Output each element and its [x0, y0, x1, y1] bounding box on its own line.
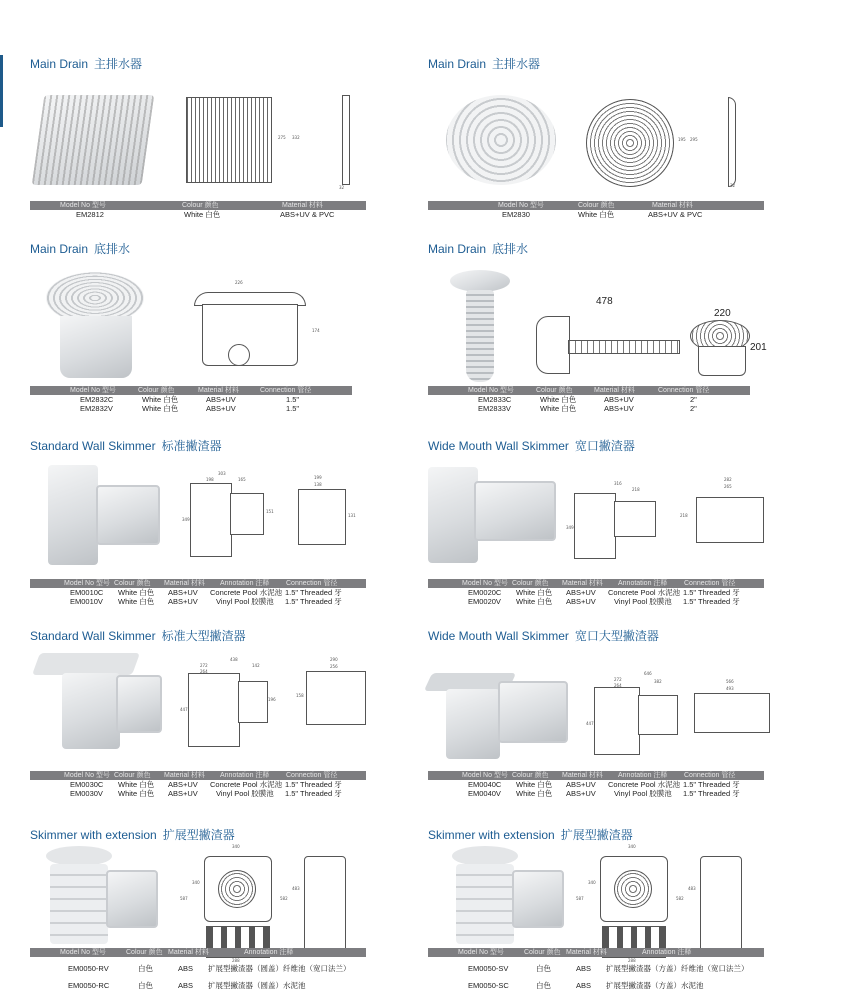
- header-cell: Model No 型号: [462, 580, 508, 587]
- section-wide-mouth-large-skimmer: [428, 627, 788, 807]
- cell-model: EM0020C: [468, 588, 502, 597]
- product-photo-body: [456, 864, 514, 944]
- dimension-label: 316: [614, 481, 622, 486]
- title-en: Standard Wall Skimmer: [30, 439, 156, 453]
- cell-colour: White 白色: [516, 789, 553, 798]
- header-cell: Annotation 注释: [642, 949, 692, 956]
- header-cell: Material 材料: [168, 949, 209, 956]
- header-cell: Colour 颜色: [138, 387, 175, 394]
- header-cell: Colour 颜色: [512, 772, 549, 779]
- cell-annotation: Vinyl Pool 胶膜池: [216, 597, 274, 606]
- title-cn: 标准撇渣器: [161, 439, 222, 453]
- cell-connection: 1.5": [286, 404, 300, 413]
- cell-material: ABS: [576, 964, 592, 973]
- cell-material: ABS+UV & PVC: [648, 210, 703, 219]
- dimension-label: 587: [576, 896, 584, 901]
- section-title: [428, 240, 528, 257]
- cell-model: EM2832V: [80, 404, 113, 413]
- dimension-label: 646: [644, 671, 652, 676]
- cell-material: ABS+UV: [566, 597, 596, 606]
- header-cell: Annotation 注释: [220, 580, 270, 587]
- cell-colour: White 白色: [142, 395, 179, 404]
- header-cell: Colour 颜色: [524, 949, 561, 956]
- cell-colour: White 白色: [118, 597, 155, 606]
- dimension-label: 295: [690, 137, 698, 142]
- title-cn: 宽口撇渣器: [574, 439, 635, 453]
- cell-annotation: Concrete Pool 水泥池: [210, 780, 283, 789]
- header-cell: Material 材料: [282, 202, 323, 209]
- product-photo-body: [62, 673, 120, 749]
- product-photo-body: [60, 316, 132, 378]
- dimension-label: 32: [339, 185, 345, 190]
- title-en: Skimmer with extension: [428, 828, 555, 842]
- header-cell: Material 材料: [566, 949, 607, 956]
- title-en: Main Drain: [428, 242, 487, 256]
- section-title: [428, 826, 633, 843]
- header-cell: Colour 颜色: [536, 387, 573, 394]
- front-view-drawing: [696, 497, 764, 543]
- cell-model: EM0040V: [468, 789, 501, 798]
- body-drawing: [202, 304, 298, 366]
- cell-connection: 1.5" Threaded 牙: [285, 597, 342, 606]
- cell-model: EM0010C: [70, 588, 104, 597]
- header-cell: Annotation 注释: [244, 949, 294, 956]
- title-cn: 底排水: [94, 242, 131, 256]
- dimension-label: 493: [726, 686, 734, 691]
- dimension-label: 275: [278, 135, 286, 140]
- mouth-drawing: [238, 681, 268, 723]
- product-photo: [32, 95, 155, 185]
- section-title: [30, 627, 246, 644]
- cell-annotation: Vinyl Pool 胶膜池: [216, 789, 274, 798]
- lid-circle-drawing: [614, 870, 652, 908]
- header-cell: Model No 型号: [60, 949, 106, 956]
- cell-connection: 1.5" Threaded 牙: [285, 789, 342, 798]
- section-wide-mouth-wall-skimmer: [428, 437, 788, 617]
- dimension-label: 174: [312, 328, 320, 333]
- cell-model: EM0050-SC: [468, 981, 509, 990]
- spec-table-header: [30, 771, 366, 780]
- title-en: Skimmer with extension: [30, 828, 157, 842]
- section-skimmer-extension-round: [30, 826, 390, 998]
- top-view-drawing: [186, 97, 272, 183]
- cell-colour: White 白色: [118, 789, 155, 798]
- cell-material: ABS+UV: [168, 780, 198, 789]
- title-en: Main Drain: [30, 242, 89, 256]
- cell-model: EM0010V: [70, 597, 103, 606]
- dimension-label: 332: [292, 135, 300, 140]
- mouth-drawing: [230, 493, 264, 535]
- title-en: Main Drain: [428, 57, 487, 71]
- product-photo-lid: [452, 846, 518, 866]
- dimension-label: 201: [750, 342, 767, 353]
- cell-model: EM0050-SV: [468, 964, 509, 973]
- cell-annotation: Vinyl Pool 胶膜池: [614, 597, 672, 606]
- top-view-drawing: [586, 99, 674, 187]
- header-cell: Annotation 注释: [618, 772, 668, 779]
- dimension-label: 340: [192, 880, 200, 885]
- cell-model: EM0030C: [70, 780, 104, 789]
- header-cell: Connection 管径: [658, 387, 710, 394]
- title-cn: 扩展型撇渣器: [162, 828, 235, 842]
- cell-colour: White 白色: [540, 395, 577, 404]
- cell-material: ABS: [178, 981, 194, 990]
- cell-colour: 白色: [138, 964, 153, 973]
- section-title: [30, 55, 142, 72]
- dimension-label: 447: [180, 707, 188, 712]
- section-title: [428, 627, 659, 644]
- header-cell: Model No 型号: [498, 202, 544, 209]
- side-view-drawing: [342, 95, 350, 185]
- dimension-label: 340: [232, 844, 240, 849]
- header-cell: Connection 管径: [286, 580, 338, 587]
- pipe-drawing: [568, 340, 680, 354]
- cell-annotation: Concrete Pool 水泥池: [608, 780, 681, 789]
- cell-material: ABS: [576, 981, 592, 990]
- mouth-drawing: [614, 501, 656, 537]
- header-cell: Material 材料: [562, 772, 603, 779]
- dimension-label: 218: [680, 513, 688, 518]
- product-photo-stem: [466, 290, 494, 382]
- dimension-label: 131: [348, 513, 356, 518]
- dimension-label: 349: [566, 525, 574, 530]
- cell-colour: 白色: [536, 981, 551, 990]
- dimension-label: 483: [292, 886, 300, 891]
- cell-model: EM2832C: [80, 395, 114, 404]
- mouth-drawing: [638, 695, 678, 735]
- header-cell: Model No 型号: [60, 202, 106, 209]
- header-cell: Material 材料: [652, 202, 693, 209]
- spec-table-header: [428, 771, 764, 780]
- dimension-label: 265: [724, 484, 732, 489]
- cell-connection: 1.5" Threaded 牙: [683, 588, 740, 597]
- page-edge-accent: [0, 55, 3, 127]
- product-photo-mouth: [512, 870, 564, 928]
- cell-annotation: Concrete Pool 水泥池: [210, 588, 283, 597]
- section-title: [30, 826, 235, 843]
- cell-connection: 1.5" Threaded 牙: [285, 588, 342, 597]
- cell-colour: White 白色: [516, 597, 553, 606]
- cell-material: ABS+UV: [206, 395, 236, 404]
- title-en: Wide Mouth Wall Skimmer: [428, 439, 569, 453]
- spec-table-header: [30, 579, 366, 588]
- spec-table-header: [428, 386, 750, 395]
- cell-connection: 1.5" Threaded 牙: [683, 789, 740, 798]
- title-en: Main Drain: [30, 57, 89, 71]
- dimension-label: 138: [314, 482, 322, 487]
- product-photo: [446, 95, 556, 185]
- dimension-label: 199: [314, 475, 322, 480]
- header-cell: Annotation 注释: [618, 580, 668, 587]
- outlet-drawing: [228, 344, 250, 366]
- header-cell: Material 材料: [198, 387, 239, 394]
- title-cn: 宽口大型撇渣器: [574, 629, 659, 643]
- spec-table-header: [30, 201, 366, 210]
- header-cell: Connection 管径: [286, 772, 338, 779]
- product-photo-mouth: [498, 681, 568, 743]
- cell-connection: 1.5": [286, 395, 300, 404]
- dimension-label: 195: [678, 137, 686, 142]
- cell-material: ABS+UV: [168, 789, 198, 798]
- dimension-label: 226: [235, 280, 243, 285]
- cell-material: ABS+UV & PVC: [280, 210, 335, 219]
- cell-material: ABS: [178, 964, 194, 973]
- title-cn: 主排水器: [94, 57, 143, 71]
- cell-annotation: 扩展型撇渣器（圆盖）纤维池（宽口法兰）: [208, 964, 351, 973]
- header-cell: Colour 颜色: [578, 202, 615, 209]
- section-title: [428, 437, 635, 454]
- title-cn: 标准大型撇渣器: [161, 629, 246, 643]
- cell-model: EM0030V: [70, 789, 103, 798]
- spec-table-header: [428, 948, 764, 957]
- cell-material: ABS+UV: [566, 789, 596, 798]
- cell-colour: 白色: [138, 981, 153, 990]
- dimension-label: 220: [714, 308, 731, 319]
- dimension-label: 447: [586, 721, 594, 726]
- header-cell: Connection 管径: [260, 387, 312, 394]
- product-photo-body: [48, 465, 98, 565]
- header-cell: Annotation 注释: [220, 772, 270, 779]
- dimension-label: 264: [200, 669, 208, 674]
- title-en: Wide Mouth Wall Skimmer: [428, 629, 569, 643]
- cell-connection: 1.5" Threaded 牙: [285, 780, 342, 789]
- header-cell: Material 材料: [594, 387, 635, 394]
- spec-table-header: [30, 948, 366, 957]
- cell-annotation: 扩展型撇渣器（方盖）水泥池: [606, 981, 704, 990]
- title-cn: 底排水: [492, 242, 529, 256]
- header-cell: Model No 型号: [64, 772, 110, 779]
- dimension-label: 288: [628, 958, 636, 963]
- section-title: [30, 437, 222, 454]
- front-view-drawing: [694, 693, 770, 733]
- side-view-drawing: [574, 493, 616, 559]
- lid-circle-drawing: [218, 870, 256, 908]
- product-photo-lid: [46, 846, 112, 866]
- side-view-drawing: [700, 856, 742, 954]
- cell-material: ABS+UV: [206, 404, 236, 413]
- cell-annotation: 扩展型撇渣器（方盖）纤维池（宽口法兰）: [606, 964, 749, 973]
- dimension-label: 340: [588, 880, 596, 885]
- cell-model: EM0050-RC: [68, 981, 110, 990]
- product-photo-lid: [32, 653, 140, 675]
- header-cell: Colour 颜色: [512, 580, 549, 587]
- cell-material: ABS+UV: [566, 780, 596, 789]
- cell-model: EM2833V: [478, 404, 511, 413]
- section-skimmer-extension-square: [428, 826, 788, 998]
- dimension-label: 438: [230, 657, 238, 662]
- cell-colour: White 白色: [516, 780, 553, 789]
- cell-colour: White 白色: [516, 588, 553, 597]
- header-cell: Material 材料: [164, 580, 205, 587]
- dimension-label: 272: [200, 663, 208, 668]
- dimension-label: 151: [266, 509, 274, 514]
- title-en: Standard Wall Skimmer: [30, 629, 156, 643]
- section-main-drain-em2832: [30, 240, 390, 420]
- dimension-label: 349: [182, 517, 190, 522]
- dimension-label: 198: [206, 477, 214, 482]
- cell-connection: 2": [690, 404, 697, 413]
- cell-material: ABS+UV: [168, 597, 198, 606]
- header-cell: Material 材料: [562, 580, 603, 587]
- cell-material: ABS+UV: [168, 588, 198, 597]
- section-title: [428, 55, 540, 72]
- product-photo-mouth: [106, 870, 158, 928]
- dimension-label: 587: [180, 896, 188, 901]
- dimension-label: 264: [614, 683, 622, 688]
- product-photo-body: [428, 467, 478, 563]
- side-view-drawing: [190, 483, 232, 557]
- cell-colour: White 白色: [184, 210, 221, 219]
- section-main-drain-em2812: [30, 55, 390, 225]
- cell-model: EM0020V: [468, 597, 501, 606]
- product-photo-cap: [450, 270, 510, 292]
- dimension-label: 340: [628, 844, 636, 849]
- cell-connection: 1.5" Threaded 牙: [683, 597, 740, 606]
- dimension-label: 218: [632, 487, 640, 492]
- dimension-label: 478: [596, 296, 613, 307]
- cell-connection: 1.5" Threaded 牙: [683, 780, 740, 789]
- cell-model: EM2833C: [478, 395, 512, 404]
- header-cell: Colour 颜色: [182, 202, 219, 209]
- header-cell: Model No 型号: [64, 580, 110, 587]
- section-main-drain-em2833: [428, 240, 788, 420]
- title-cn: 扩展型撇渣器: [560, 828, 633, 842]
- dimension-label: 142: [252, 663, 260, 668]
- dimension-label: 272: [614, 677, 622, 682]
- dimension-label: 290: [330, 657, 338, 662]
- side-view-drawing: [304, 856, 346, 954]
- cell-annotation: Concrete Pool 水泥池: [608, 588, 681, 597]
- cell-colour: White 白色: [540, 404, 577, 413]
- dimension-label: 32: [730, 183, 736, 188]
- cell-connection: 2": [690, 395, 697, 404]
- body-drawing: [698, 346, 746, 376]
- product-photo-body: [50, 864, 108, 944]
- dimension-label: 288: [232, 958, 240, 963]
- cell-colour: 白色: [536, 964, 551, 973]
- dimension-label: 256: [330, 664, 338, 669]
- cell-colour: White 白色: [118, 780, 155, 789]
- header-cell: Colour 颜色: [126, 949, 163, 956]
- dimension-label: 566: [726, 679, 734, 684]
- spec-table-header: [30, 386, 352, 395]
- dimension-label: 582: [676, 896, 684, 901]
- dimension-label: 282: [724, 477, 732, 482]
- cell-colour: White 白色: [578, 210, 615, 219]
- header-cell: Model No 型号: [462, 772, 508, 779]
- product-photo-mouth: [96, 485, 160, 545]
- section-standard-wall-skimmer: [30, 437, 390, 617]
- product-photo-mouth: [474, 481, 556, 541]
- front-view-drawing: [298, 489, 346, 545]
- cell-material: ABS+UV: [604, 404, 634, 413]
- dimension-label: 303: [218, 471, 226, 476]
- spec-table-header: [428, 201, 764, 210]
- cell-colour: White 白色: [118, 588, 155, 597]
- section-standard-large-skimmer: [30, 627, 390, 807]
- cell-annotation: Vinyl Pool 胶膜池: [614, 789, 672, 798]
- side-view-drawing: [536, 316, 570, 374]
- dimension-label: 382: [654, 679, 662, 684]
- dimension-label: 158: [296, 693, 304, 698]
- cell-model: EM0040C: [468, 780, 502, 789]
- front-view-drawing: [306, 671, 366, 725]
- product-photo-body: [446, 689, 500, 759]
- side-view-drawing: [728, 97, 736, 187]
- cell-material: ABS+UV: [566, 588, 596, 597]
- title-cn: 主排水器: [492, 57, 541, 71]
- cell-colour: White 白色: [142, 404, 179, 413]
- spec-table-header: [428, 579, 764, 588]
- section-title: [30, 240, 130, 257]
- dimension-label: 582: [280, 896, 288, 901]
- section-main-drain-em2830: [428, 55, 788, 225]
- dimension-label: 196: [268, 697, 276, 702]
- header-cell: Model No 型号: [70, 387, 116, 394]
- cell-annotation: 扩展型撇渣器（圆盖）水泥池: [208, 981, 306, 990]
- cell-material: ABS+UV: [604, 395, 634, 404]
- dimension-label: 483: [688, 886, 696, 891]
- header-cell: Colour 颜色: [114, 580, 151, 587]
- product-photo-mouth: [116, 675, 162, 733]
- header-cell: Model No 型号: [458, 949, 504, 956]
- cell-model: EM0050-RV: [68, 964, 109, 973]
- cell-model: EM2830: [502, 210, 530, 219]
- header-cell: Connection 管径: [684, 772, 736, 779]
- header-cell: Material 材料: [164, 772, 205, 779]
- side-view-drawing: [188, 673, 240, 747]
- header-cell: Colour 颜色: [114, 772, 151, 779]
- cell-model: EM2812: [76, 210, 104, 219]
- header-cell: Connection 管径: [684, 580, 736, 587]
- dimension-label: 165: [238, 477, 246, 482]
- side-view-drawing: [594, 687, 640, 755]
- header-cell: Model No 型号: [468, 387, 514, 394]
